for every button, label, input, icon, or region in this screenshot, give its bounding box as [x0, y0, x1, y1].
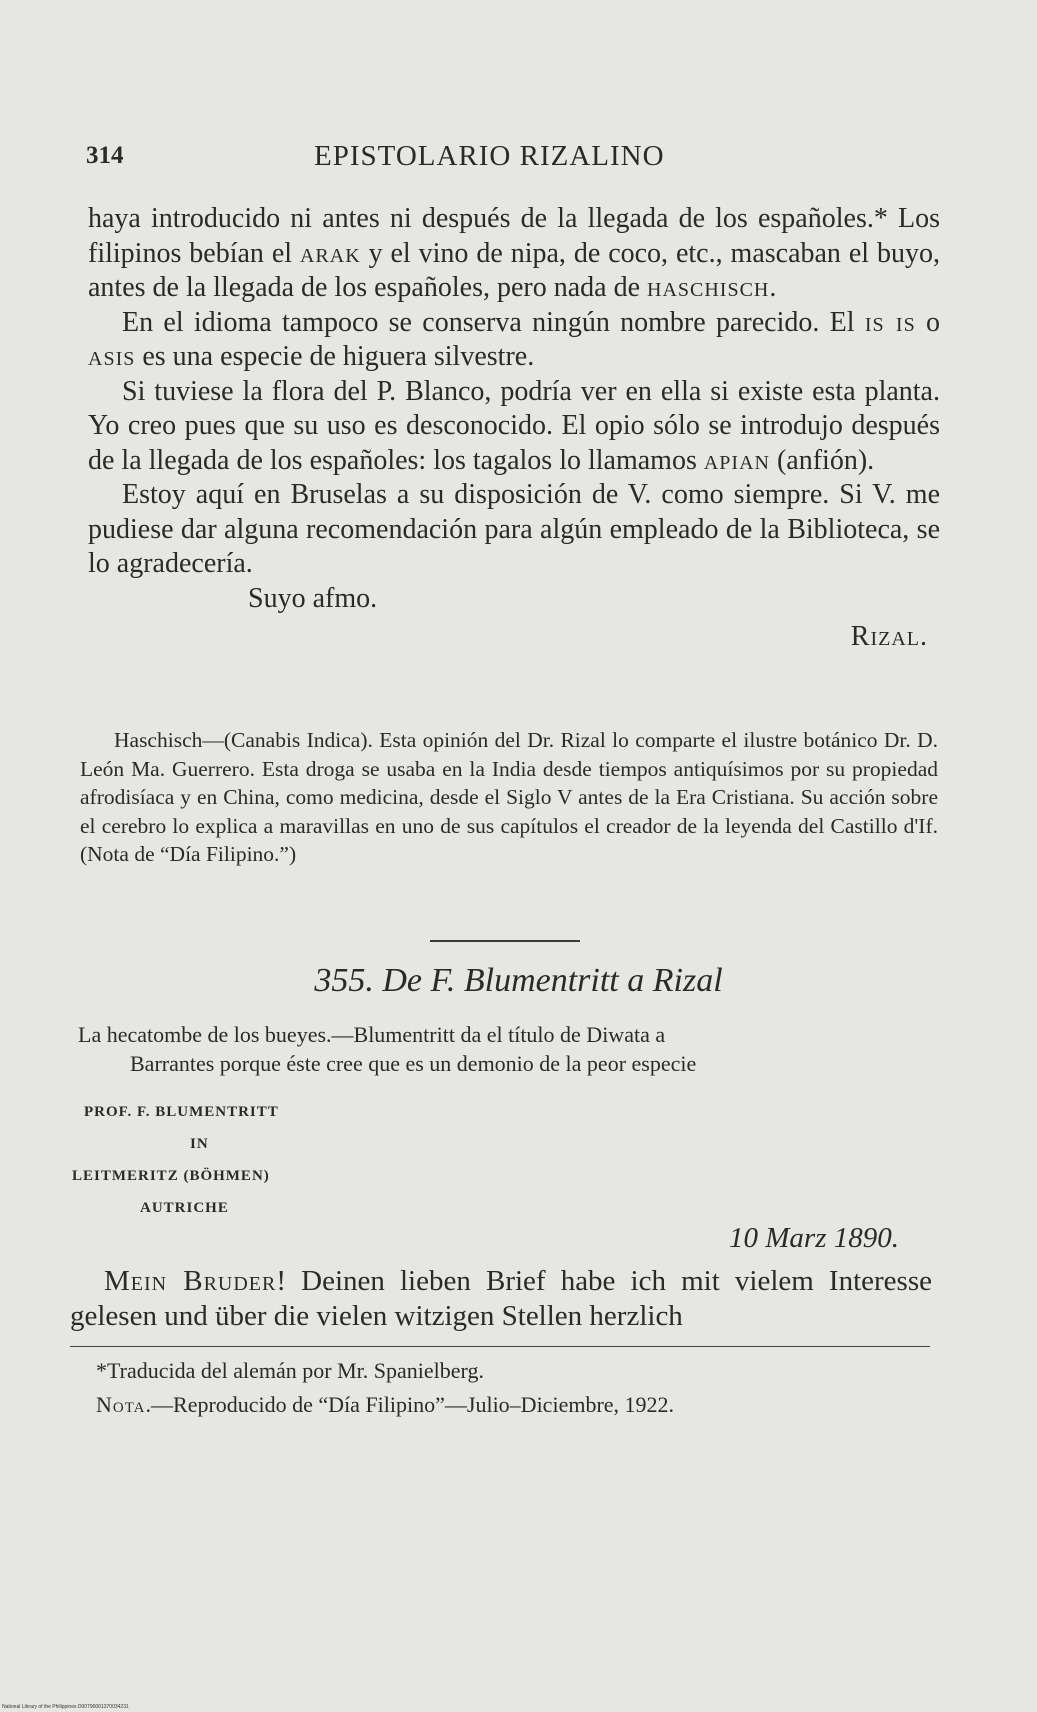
paragraph — [88, 306, 940, 375]
closing: Suyo afmo. — [248, 582, 378, 614]
address-line: IN — [190, 1136, 209, 1152]
editor-note — [80, 726, 938, 869]
text-run: (anfión). — [769, 444, 875, 476]
letter-summary — [78, 1020, 938, 1078]
paragraph — [88, 375, 940, 479]
summary-line: La hecatombe de los bueyes.—Blumentritt da el título de Diwata a — [78, 1022, 666, 1047]
text-run: . — [769, 272, 777, 303]
nota-label: Nota — [96, 1392, 146, 1417]
term-arak: arak — [299, 237, 361, 269]
text-run: es una especie de higuera silvestre. — [135, 341, 535, 372]
signature: Rizal. — [850, 621, 928, 652]
letter-title: 355. De F. Blumentritt a Rizal — [314, 962, 723, 999]
scan-imprint: National Library of the Philippines D00790001370034231 — [2, 1704, 129, 1710]
footnotes — [96, 1354, 936, 1422]
text-run: haya introducido ni antes ni después de la llegada de los españoles.* Los filipinos bebían el — [88, 203, 940, 269]
term-apian: apian — [703, 444, 770, 476]
summary-line: Barrantes porque éste cree que es un demonio de la peor especie — [130, 1051, 697, 1076]
term-asis: asis — [88, 341, 136, 372]
note-text: Haschisch—(Canabis Indica). Esta opinión del Dr. Rizal lo comparte el ilustre botánico Dr. D. León Ma. Guerrero. Esta droga se usaba en la India desde tiempos antiquísimos por su propiedad afrodisíaca y en China, como medicina, desde el Siglo V antes de la Era Cristiana. Su acción sobre el cerebro lo explica a maravillas en uno de sus capítulos el creador de la leyenda del Castillo d'If. (Nota de “Día Filipino.”) — [80, 728, 938, 866]
footnote-rule — [70, 1346, 930, 1347]
text-run: Si tuviese la flora del P. Blanco, podría ver en ella si existe esta planta. Yo creo pues que su uso es desconocido. El opio sólo se introdujo después de la llegada de los españoles: los tagalos lo llamamos — [88, 375, 940, 476]
letter-body — [70, 1264, 932, 1334]
text-run: ! Deinen lieben Brief habe ich mit vielem Interesse gelesen und über die vielen witzigen Stellen herzlich — [70, 1265, 932, 1332]
text-run: o — [915, 306, 940, 338]
letterhead-address — [72, 1096, 279, 1224]
term-haschisch: haschisch — [647, 272, 770, 303]
section-divider — [430, 940, 580, 942]
letter-continuation — [88, 202, 940, 655]
address-line: LEITMERITZ (BÖHMEN) — [72, 1168, 270, 1184]
salutation: Mein Bruder — [104, 1265, 277, 1297]
text-run: En el idioma tampoco se conserva ningún nombre parecido. El — [122, 306, 865, 338]
letter-date: 10 Marz 1890. — [729, 1222, 899, 1254]
term-isis: is is — [864, 306, 916, 338]
paragraph: Estoy aquí en Bruselas a su disposición de V. como siempre. Si V. me pudiese dar alguna recomendación para algún empleado de la Biblioteca, se lo agradecería. — [88, 479, 940, 579]
running-title: EPISTOLARIO RIZALINO — [314, 140, 665, 172]
translation-note: *Traducida del alemán por Mr. Spanielberg. — [96, 1358, 484, 1383]
paragraph — [88, 202, 940, 306]
address-line: AUTRICHE — [140, 1200, 229, 1216]
page-header — [86, 138, 946, 178]
text-run: y el vino de nipa, de coco, etc., mascaban el buyo, antes de la llegada de los españoles, pero nada de — [88, 237, 940, 303]
paragraph — [70, 1264, 932, 1334]
source-note — [96, 1388, 936, 1422]
page-number: 314 — [86, 142, 124, 169]
address-line: PROF. F. BLUMENTRITT — [84, 1104, 279, 1120]
text-run: .—Reproducido de “Día Filipino”—Julio–Diciembre, 1922. — [145, 1392, 675, 1417]
